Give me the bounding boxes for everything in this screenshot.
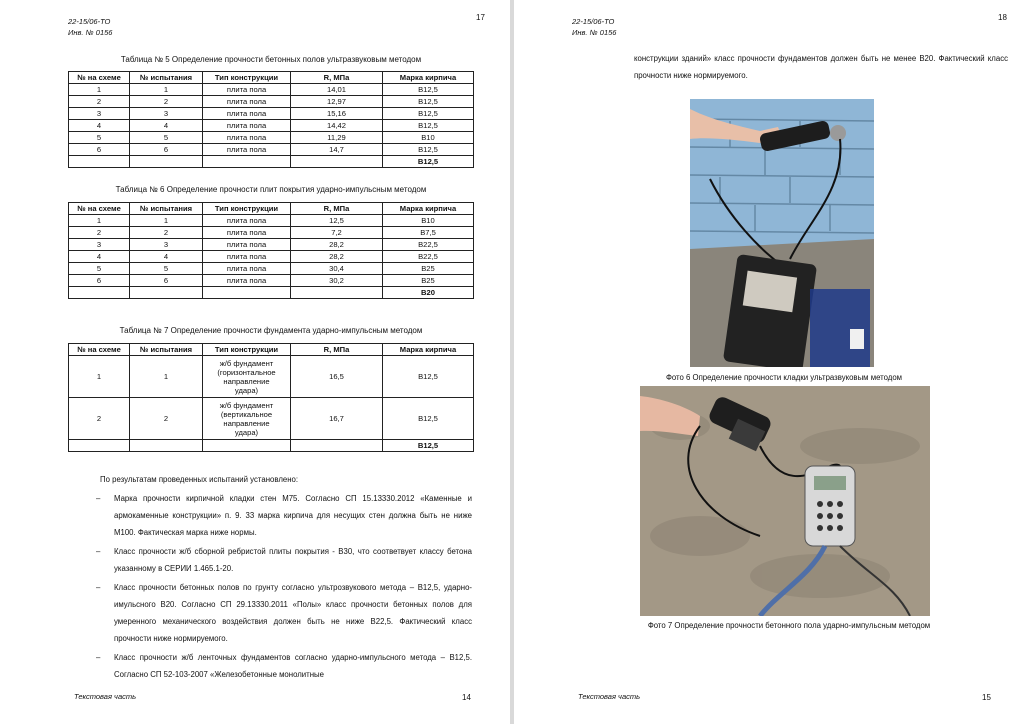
total-cell: B12,5 (383, 440, 474, 452)
col-header: R, МПа (291, 203, 383, 215)
table-total-row (69, 287, 474, 299)
col-header: № испытания (130, 344, 203, 356)
left-top-page-number: 17 (476, 13, 485, 22)
table-row (69, 275, 474, 287)
col-header: R, МПа (291, 72, 383, 84)
inv-number: Инв. № 0156 (68, 28, 113, 37)
table-header-row (69, 344, 474, 356)
table6 (68, 202, 474, 299)
cell: 3 (130, 108, 203, 120)
cell: B12,5 (383, 84, 474, 96)
photo-6-image (690, 99, 874, 367)
cell: B12,5 (383, 96, 474, 108)
col-header: № на схеме (69, 72, 130, 84)
cell: B25 (383, 263, 474, 275)
table-row (69, 398, 474, 440)
cell: 4 (69, 120, 130, 132)
conclusions-list (92, 490, 472, 683)
cell: плита пола (203, 84, 291, 96)
cell: 1 (130, 84, 203, 96)
left-footer-label: Текстовая часть (74, 692, 137, 701)
cell: 1 (69, 356, 130, 398)
cell: 1 (69, 215, 130, 227)
cell: 1 (130, 356, 203, 398)
table-row (69, 144, 474, 156)
cell: 16,5 (291, 356, 383, 398)
cell: 6 (69, 144, 130, 156)
col-header: Тип конструкции (203, 72, 291, 84)
cell: плита пола (203, 132, 291, 144)
right-header (572, 16, 616, 38)
cell: 6 (130, 275, 203, 287)
right-footer-label: Текстовая часть (578, 692, 641, 701)
cell: 4 (69, 251, 130, 263)
col-header: Тип конструкции (203, 203, 291, 215)
table-row (69, 96, 474, 108)
cell: плита пола (203, 227, 291, 239)
col-header: № на схеме (69, 344, 130, 356)
table-row (69, 132, 474, 144)
cell: плита пола (203, 108, 291, 120)
cell: B7,5 (383, 227, 474, 239)
col-header: № на схеме (69, 203, 130, 215)
left-page (0, 0, 510, 724)
col-header: Тип конструкции (203, 344, 291, 356)
table-row (69, 84, 474, 96)
cell: B10 (383, 132, 474, 144)
cell: плита пола (203, 144, 291, 156)
cell: 2 (69, 227, 130, 239)
table-row (69, 251, 474, 263)
cell: 5 (130, 263, 203, 275)
cell: 3 (69, 108, 130, 120)
table-header-row (69, 203, 474, 215)
table-row (69, 356, 474, 398)
cell: B10 (383, 215, 474, 227)
cell: плита пола (203, 263, 291, 275)
cell: 14,7 (291, 144, 383, 156)
table5 (68, 71, 474, 168)
inv-number: Инв. № 0156 (572, 28, 617, 37)
cell: 14,01 (291, 84, 383, 96)
cell: B12,5 (383, 398, 474, 440)
list-item: – Класс прочности бетонных полов по грунту согласно ультрозвукового метода – B12,5, ударно-имульсного B20. Согласно СП 29.13330.2011 «Полы» класс прочности бетонных полов для умеренного механического воздействия должен быть не ниже B22,5. Фактический класс прочности ниже нормируемого. (114, 579, 472, 647)
left-bottom-page-number: 14 (462, 693, 471, 702)
cell: B12,5 (383, 108, 474, 120)
list-item: – Класс прочности ж/б ленточных фундаментов согласно ударно-импульсного метода – B12,5. Согласно СП 52-103-2007 «Железобетонные монолитные (114, 649, 472, 683)
total-cell: B20 (383, 287, 474, 299)
cell: плита пола (203, 239, 291, 251)
conclusions-intro: По результатам проведенных испытаний установлено: (100, 475, 299, 484)
total-cell: B12,5 (383, 156, 474, 168)
cell: 12,97 (291, 96, 383, 108)
cell: 30,2 (291, 275, 383, 287)
cell: 2 (69, 398, 130, 440)
cell: плита пола (203, 275, 291, 287)
cell: плита пола (203, 215, 291, 227)
continued-paragraph: конструкции зданий» класс прочности фундаментов должен быть не менее B20. Фактический класс прочности ниже нормируемого. (634, 54, 1008, 80)
table6-caption: Таблица № 6 Определение прочности плит покрытия ударно-импульсным методом (115, 185, 427, 194)
col-header: № испытания (130, 72, 203, 84)
table-row (69, 215, 474, 227)
cell: B12,5 (383, 120, 474, 132)
cell: ж/б фундамент (горизонтальное направление удара) (203, 356, 291, 398)
cell: 6 (130, 144, 203, 156)
photo-7 (640, 386, 930, 616)
cell: 5 (69, 132, 130, 144)
cell: B22,5 (383, 251, 474, 263)
table-row (69, 239, 474, 251)
list-item: – Класс прочности ж/б сборной ребристой плиты покрытия - B30, что соответвует классу бетона указанному в СЕРИИ 1.465.1-20. (114, 543, 472, 577)
cell: 15,16 (291, 108, 383, 120)
doc-code: 22-15/06-ТО (572, 17, 615, 26)
cell: плита пола (203, 251, 291, 263)
table-total-row (69, 156, 474, 168)
table5-caption: Таблица № 5 Определение прочности бетонных полов ультразвуковым методом (120, 55, 422, 64)
cell: 4 (130, 120, 203, 132)
cell: 12,5 (291, 215, 383, 227)
cell: 1 (130, 215, 203, 227)
photo-7-image (640, 386, 930, 616)
table-row (69, 120, 474, 132)
cell: ж/б фундамент (вертикальное направление удара) (203, 398, 291, 440)
photo-6 (690, 99, 874, 367)
col-header: Марка кирпича (383, 344, 474, 356)
doc-code: 22-15/06-ТО (68, 17, 111, 26)
cell: плита пола (203, 96, 291, 108)
col-header: Марка кирпича (383, 72, 474, 84)
left-header (68, 16, 112, 38)
conclusions (92, 471, 472, 685)
cell: 5 (69, 263, 130, 275)
photo-7-caption: Фото 7 Определение прочности бетонного пола ударно-импульсным методом (647, 621, 931, 630)
cell: 28,2 (291, 251, 383, 263)
right-page (514, 0, 1024, 724)
cell: 16,7 (291, 398, 383, 440)
cell: 1 (69, 84, 130, 96)
cell: 6 (69, 275, 130, 287)
table7 (68, 343, 474, 452)
cell: 30,4 (291, 263, 383, 275)
cell: 28,2 (291, 239, 383, 251)
cell: B12,5 (383, 356, 474, 398)
cell: 2 (69, 96, 130, 108)
col-header: № испытания (130, 203, 203, 215)
right-top-page-number: 18 (998, 13, 1007, 22)
right-bottom-page-number: 15 (982, 693, 991, 702)
cell: B12,5 (383, 144, 474, 156)
table-row (69, 263, 474, 275)
cell: 14,42 (291, 120, 383, 132)
table7-caption: Таблица № 7 Определение прочности фундамента ударно-импульсным методом (119, 326, 423, 335)
cell: B22,5 (383, 239, 474, 251)
cell: 2 (130, 96, 203, 108)
cell: 4 (130, 251, 203, 263)
list-item: – Марка прочности кирпичной кладки стен М75. Согласно СП 15.13330.2012 «Каменные и армокаменные конструкции» п. 9. 33 марка кирпича для несущих стен должна быть не ниже М100. Фактическая марка ниже нормы. (114, 490, 472, 541)
cell: 11,29 (291, 132, 383, 144)
cell: B25 (383, 275, 474, 287)
cell: 5 (130, 132, 203, 144)
table-row (69, 108, 474, 120)
cell: 2 (130, 398, 203, 440)
cell: 3 (130, 239, 203, 251)
table-total-row (69, 440, 474, 452)
cell: 3 (69, 239, 130, 251)
col-header: R, МПа (291, 344, 383, 356)
photo-6-caption: Фото 6 Определение прочности кладки ультразвуковым методом (665, 373, 903, 382)
table-row (69, 227, 474, 239)
cell: плита пола (203, 120, 291, 132)
cell: 2 (130, 227, 203, 239)
cell: 7,2 (291, 227, 383, 239)
col-header: Марка кирпича (383, 203, 474, 215)
table-header-row (69, 72, 474, 84)
